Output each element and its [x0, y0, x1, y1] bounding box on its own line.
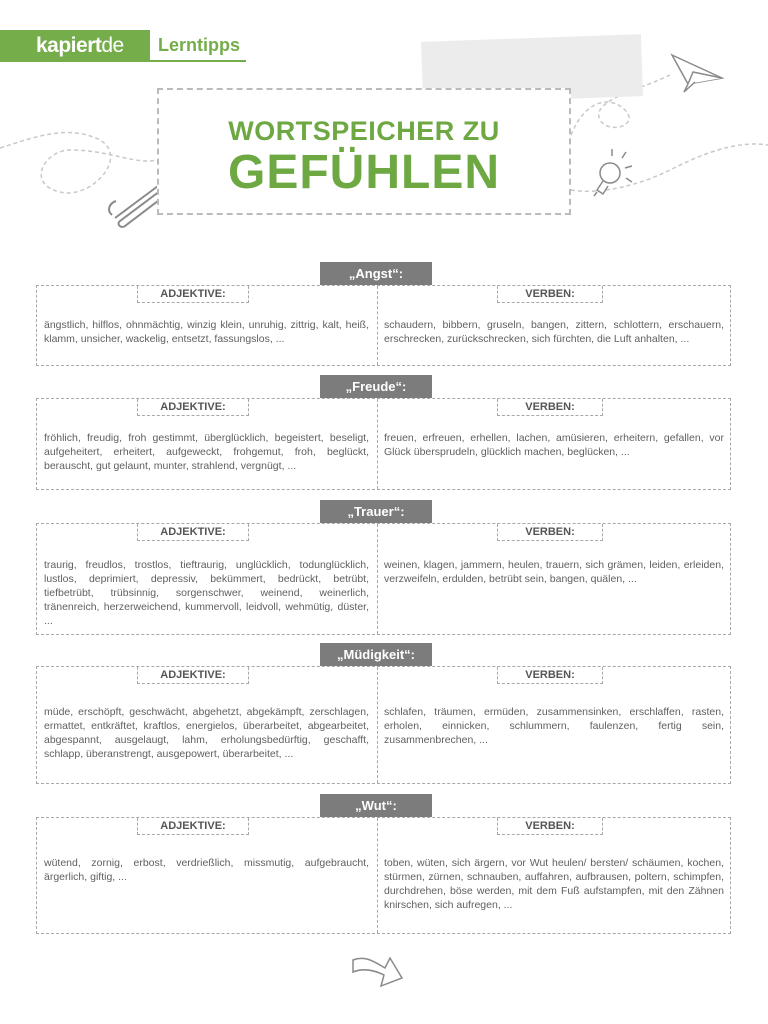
verbs-label: VERBEN: [497, 286, 603, 303]
verbs-label: VERBEN: [497, 818, 603, 835]
adjectives-text: fröhlich, freudig, froh gestimmt, überglücklich, begeistert, beseligt, aufgeheitert, erheitert, aufgeweckt, frohgemut, froh, beglückt, berauscht, gut gelaunt, munter, strahlend, vergnügt, ... [44, 432, 369, 472]
column-divider [377, 399, 378, 489]
logo-suffix-text: de [101, 34, 124, 57]
verbs-text: weinen, klagen, jammern, heulen, trauern, sich grämen, leiden, erleiden, verzweifeln, erdulden, betrübt sein, bangen, quälen, ... [384, 559, 724, 585]
verbs-text: toben, wüten, sich ärgern, vor Wut heulen/ bersten/ schäumen, kochen, stürmen, zürnen, schnauben, auffahren, aufbrausen, poltern, schimpfen, durchdrehen, böse werden, mit dem Fuß aufstampfen, mit den Zähnen knirschen, sich aufregen, ... [384, 857, 724, 911]
section-heading: „Trauer“: [320, 500, 432, 523]
column-divider [377, 818, 378, 933]
verbs-label: VERBEN: [497, 399, 603, 416]
section-heading: „Freude“: [320, 375, 432, 398]
adjectives-label: ADJEKTIVE: [137, 399, 249, 416]
adjectives-label: ADJEKTIVE: [137, 286, 249, 303]
adjectives-text: ängstlich, hilflos, ohnmächtig, winzig klein, unruhig, zittrig, kalt, heiß, klamm, unsicher, wackelig, entsetzt, fassungslos, ... [44, 319, 369, 345]
verbs-text: schlafen, träumen, ermüden, zusammensinken, erschlaffen, rasten, erholen, einnicken, schlummern, faulenzen, fertig sein, zusammenbrechen, ... [384, 706, 724, 746]
brand-header [0, 30, 246, 62]
section-heading: „Wut“: [320, 794, 432, 817]
adjectives-label: ADJEKTIVE: [137, 667, 249, 684]
brand-tagline: Lerntipps [150, 30, 246, 62]
title-box [157, 88, 571, 215]
verbs-text: freuen, erfreuen, erhellen, lachen, amüsieren, erheitern, gefallen, vor Glück übersprudeln, glücklich machen, beglücken, ... [384, 432, 724, 458]
verbs-text: schaudern, bibbern, gruseln, bangen, zittern, schlottern, erschauern, erschrecken, zurückschrecken, sich fürchten, die Luft anhalten, ... [384, 319, 724, 345]
column-divider [377, 667, 378, 783]
logo-main-text: kapiert [36, 34, 102, 57]
adjectives-label: ADJEKTIVE: [137, 524, 249, 541]
adjectives-text: wütend, zornig, erbost, verdrießlich, missmutig, aufgebraucht, ärgerlich, giftig, ... [44, 857, 369, 883]
section-box [36, 523, 731, 635]
title-line-2: GEFÜHLEN [228, 146, 500, 199]
column-divider [377, 524, 378, 634]
adjectives-text: müde, erschöpft, geschwächt, abgehetzt, abgekämpft, zerschlagen, ermattet, entkräftet, kraftlos, energielos, überarbeitet, abgearbeitet, abgespannt, ausgelaugt, lahm, erholungsbedürftig, geschafft, schlapp, überanstrengt, ausgepowert, überarbeitet, ... [44, 706, 369, 760]
section-box [36, 285, 731, 366]
section-box [36, 666, 731, 784]
section-heading: „Angst“: [320, 262, 432, 285]
dashed-doodle-left [0, 132, 157, 193]
brand-logo[interactable] [0, 30, 150, 62]
verbs-label: VERBEN: [497, 667, 603, 684]
paper-plane-icon [672, 55, 722, 92]
verbs-label: VERBEN: [497, 524, 603, 541]
adjectives-label: ADJEKTIVE: [137, 818, 249, 835]
section-box [36, 817, 731, 934]
section-heading: „Müdigkeit“: [320, 643, 432, 666]
adjectives-text: traurig, freudlos, trostlos, tieftraurig, unglücklich, todunglücklich, lustlos, deprimiert, depressiv, bekümmert, bedrückt, betrübt, tiefbetrübt, trübsinnig, sorgenschwer, weinend, weinerlich, tränenreich, herzerweichend, kummervoll, leidvoll, wehmütig, düster, ... [44, 559, 369, 627]
column-divider [377, 286, 378, 365]
section-box [36, 398, 731, 490]
arrow-icon [353, 958, 402, 986]
title-line-1: WORTSPEICHER ZU [228, 116, 500, 146]
